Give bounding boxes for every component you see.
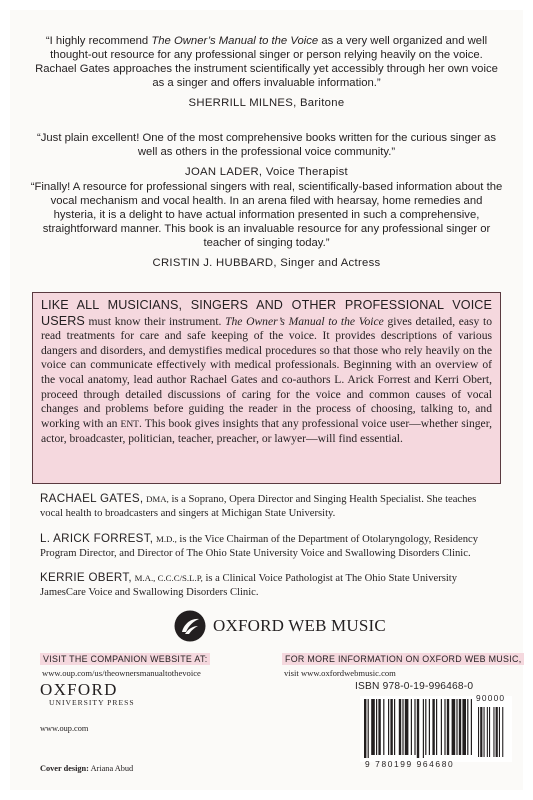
author-bio-obert (40, 571, 500, 600)
endorsement-quote-1 (30, 34, 503, 110)
author-credentials: M.D., (156, 534, 177, 544)
owm-info-url[interactable]: visit www.oxfordwebmusic.com (284, 668, 396, 678)
author-credentials: DMA, (146, 494, 169, 504)
oxford-web-music-logo (174, 610, 386, 642)
book-description-box (32, 292, 501, 484)
oxford-subtitle: UNIVERSITY PRESS (49, 698, 135, 707)
owm-logo-text: OXFORD WEB MUSIC (213, 616, 386, 635)
description-part-2: gives detailed, easy to read treatments for care and safe keeping of the voice. It provides descriptions of various dangers and disorders, and demystifies medical procedures so that those who rely heavily on the voice can communicate effectively with medical professionals. Beginning with an overview of the vocal anatomy, lead author Rachael Gates and co-authors L. Arick Forrest and Kerri Obert, proceed through detailed discussions of caring for the voice and common causes of vocal changes and problems before guiding the reader in the process of choosing, talking to, and working with an (41, 314, 492, 430)
quote-1-text-end: as a very well organized and well thought-out resource for any professional singer or person relying heavily on the voice. Rachael Gates approaches the instrument scientifically yet accessibly through her own voice as a singer and offers invaluable information.” (35, 35, 498, 89)
author-bio-gates (40, 492, 500, 521)
isbn-barcode (360, 696, 512, 762)
cover-design-label: Cover design: (40, 764, 89, 773)
author-bio-forrest (40, 532, 500, 561)
quote-3-attribution: CRISTIN J. HUBBARD, Singer and Actress (152, 257, 381, 269)
author-name: L. ARICK FORREST, (40, 532, 154, 545)
description-ent: ENT (120, 419, 139, 430)
author-bio-text: is a Soprano, Opera Director and Singing Health Specialist. She teaches vocal health to broadcasters and singers at Michigan State University. (40, 494, 477, 519)
quote-2-text: “Just plain excellent! One of the most comprehensive books written for the curious singer as well as others in the professional voice community.” (36, 132, 496, 158)
owm-circle-icon (174, 610, 206, 642)
quote-1-book-title: The Owner’s Manual to the Voice (151, 35, 319, 47)
author-name: RACHAEL GATES, (40, 492, 144, 505)
isbn-text: ISBN 978-0-19-996468-0 (355, 681, 474, 692)
quote-1-text-start: “I highly recommend (45, 35, 152, 47)
barcode-addon-digits: 90000 (476, 693, 506, 703)
description-lead: LIKE ALL MUSICIANS, SINGERS AND OTHER PROFESSIONAL VOICE USERS (41, 298, 492, 328)
endorsement-quote-2 (30, 131, 503, 179)
author-name: KERRIE OBERT, (40, 571, 132, 584)
oxford-wordmark: OXFORD (40, 680, 118, 699)
endorsement-quote-3 (30, 180, 503, 270)
quote-2-attribution: JOAN LADER, Voice Therapist (185, 166, 348, 178)
barcode-digits: 9 780199 964680 (365, 759, 455, 769)
publisher-website[interactable]: www.oup.com (40, 724, 89, 733)
companion-website-label: VISIT THE COMPANION WEBSITE AT: (40, 653, 210, 665)
description-part-3: . This book gives insights that any professional voice user—whether singer, actor, broadcaster, politician, teacher, preacher, or lawyer—will find essential. (41, 416, 492, 446)
author-bio-text: is a Clinical Voice Pathologist at The Ohio State University JamesCare Voice and Swallowing Disorders Clinic. (40, 573, 458, 598)
cover-designer-name: Ariana Abud (90, 764, 134, 773)
quote-3-text: “Finally! A resource for professional singers with real, scientifically-based information about the vocal mechanism and vocal health. In an arena filed with hearsay, home remedies and hysteria, it is a delight to have actual information presented in such a comprehensive, straightforward manner. This book is an invaluable resource for any professional singer or teacher of singing today.” (30, 181, 503, 249)
description-book-title: The Owner’s Manual to the Voice (225, 314, 384, 328)
oxford-university-press-logo (40, 681, 135, 707)
author-credentials: M.A., C.C.C/S.L.P, (134, 573, 203, 583)
companion-website-block (40, 647, 210, 678)
author-bio-text: is the Vice Chairman of the Department of Otolaryngology, Residency Program Director, and Director of The Ohio State University Voice and Swallowing Disorders Clinic. (40, 534, 478, 559)
owm-info-block (282, 647, 524, 678)
companion-website-url[interactable]: www.oup.com/us/theownersmanualtothevoice (42, 668, 201, 678)
barcode-bars-icon (360, 696, 512, 758)
cover-design-credit (40, 764, 133, 773)
quote-1-attribution: SHERRILL MILNES, Baritone (188, 97, 345, 109)
description-part-1: must know their instrument. (84, 314, 226, 328)
owm-info-label: FOR MORE INFORMATION ON OXFORD WEB MUSIC, (282, 653, 524, 665)
